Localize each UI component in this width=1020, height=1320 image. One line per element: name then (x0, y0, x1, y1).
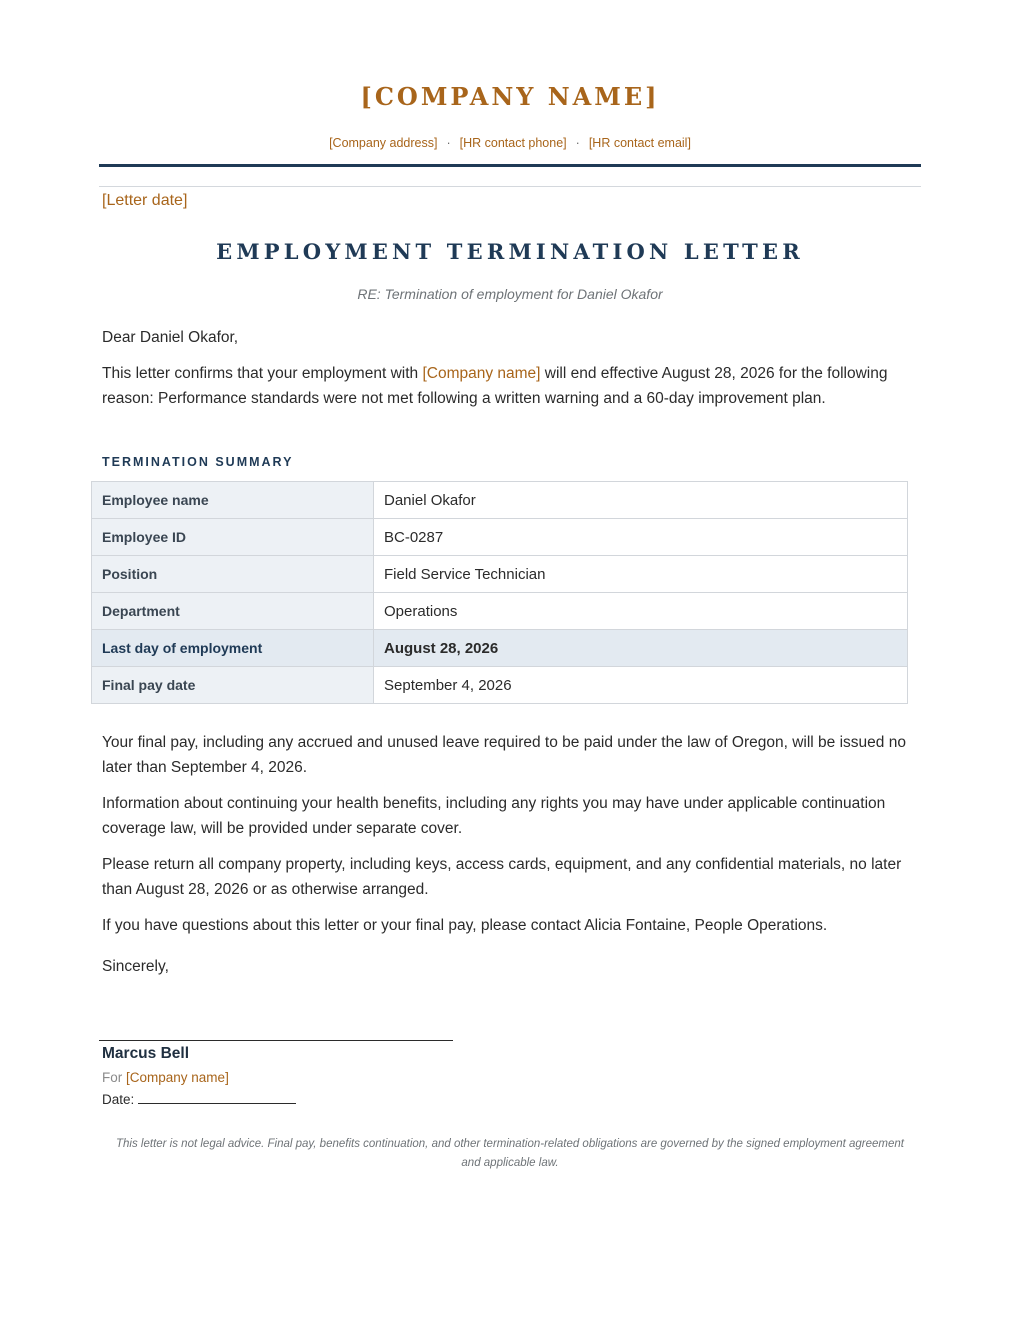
position-value: Field Service Technician (374, 556, 908, 593)
signature-date-blank (138, 1091, 296, 1104)
letter-date: [Letter date] (102, 192, 188, 209)
questions-paragraph: If you have questions about this letter or your final pay, please contact Alicia Fontaine, People Operations. (102, 917, 828, 934)
employee-id-value: BC-0287 (374, 519, 908, 556)
employee-name-label: Employee name (92, 482, 374, 519)
company-address: [Company address] (329, 136, 438, 150)
intro-paragraph (102, 361, 917, 411)
signature-line (99, 1040, 453, 1041)
hr-contact-phone: [HR contact phone] (459, 136, 567, 150)
header-divider (99, 164, 921, 167)
table-row (92, 667, 908, 704)
hr-contact-email: [HR contact email] (588, 136, 691, 150)
position-label: Position (92, 556, 374, 593)
re-line: RE: Termination of employment for Daniel Okafor (357, 286, 663, 302)
department-value: Operations (374, 593, 908, 630)
closing: Sincerely, (102, 958, 169, 975)
summary-heading: TERMINATION SUMMARY (102, 455, 294, 469)
table-row (92, 482, 908, 519)
date-divider (99, 186, 921, 187)
letter-title: EMPLOYMENT TERMINATION LETTER (216, 239, 804, 264)
final-pay-date-label: Final pay date (92, 667, 374, 704)
signer-company-name: [Company name] (126, 1070, 229, 1085)
contact-separator: · (575, 136, 580, 150)
last-day-label: Last day of employment (92, 630, 374, 667)
company-name: [COMPANY NAME] (360, 82, 660, 111)
signature-date-line (102, 1091, 296, 1107)
final-pay-paragraph: Your final pay, including any accrued and unused leave required to be paid under the law of Oregon, will be issued no later than September 4, 2026. (102, 734, 906, 776)
salutation: Dear Daniel Okafor, (102, 329, 239, 346)
table-row-highlighted (92, 630, 908, 667)
employee-name-value: Daniel Okafor (374, 482, 908, 519)
signer-company-line (102, 1070, 229, 1085)
signer-for-prefix: For (102, 1070, 123, 1085)
legal-disclaimer: This letter is not legal advice. Final pay, benefits continuation, and other termination-related obligations are governed by the signed employment agreement and applicable law. (116, 1138, 904, 1169)
table-row (92, 519, 908, 556)
contact-separator: · (446, 136, 451, 150)
intro-text-start: This letter confirms that your employment with (102, 365, 423, 382)
employee-id-label: Employee ID (92, 519, 374, 556)
table-row (92, 593, 908, 630)
termination-summary-table (91, 481, 908, 704)
benefits-paragraph: Information about continuing your health benefits, including any rights you may have under applicable continuation coverage law, will be provided under separate cover. (102, 795, 886, 837)
property-return-paragraph: Please return all company property, including keys, access cards, equipment, and any confidential materials, no later than August 28, 2026 or as otherwise arranged. (102, 856, 902, 898)
last-day-value: August 28, 2026 (374, 630, 908, 667)
final-pay-date-value: September 4, 2026 (374, 667, 908, 704)
department-label: Department (92, 593, 374, 630)
intro-company-name: [Company name] (422, 365, 541, 382)
table-row (92, 556, 908, 593)
signature-date-label: Date: (102, 1092, 135, 1107)
company-contact-line (0, 136, 1020, 150)
signer-name: Marcus Bell (102, 1045, 190, 1062)
intro-text-end: will end effective August 28, 2026 for the following reason: Performance standards were not met following a written warning and a 60-day improvement plan. (102, 365, 888, 407)
